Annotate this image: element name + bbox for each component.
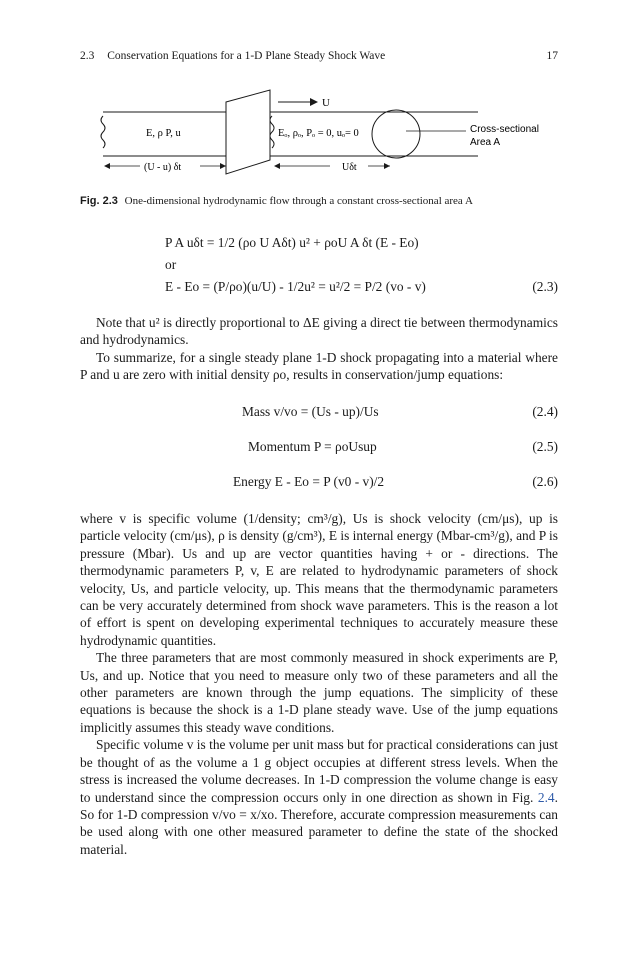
paragraph-block-1: [80, 314, 558, 384]
left-dim-arrow-2: [220, 163, 226, 169]
area-label-line-2: Area A: [470, 137, 501, 148]
equation-or: or: [165, 257, 177, 272]
paragraph-parameters: The three parameters that are most commonly measured in shock experiments are P, Us, and up. Notice that you need to measure only two of these parameters and all the other parameters are known through the jump equations. The simplicity of these equations is because the shock is a 1-D plane steady wave. Use of the jump equations implicitly assumes this steady wave conditions.: [80, 650, 558, 735]
page-number: 17: [546, 50, 558, 62]
equation-momentum: Momentum P = ρoUsup: [248, 439, 377, 454]
behind-shock-state: E, ρ P, u: [146, 128, 181, 139]
figure-caption: [80, 195, 558, 207]
u-arrow-label: U: [322, 97, 330, 109]
cross-section-circle: [372, 110, 420, 158]
figure-2-4-link[interactable]: 2.4: [537, 789, 555, 805]
paragraph-summary: To summarize, for a single steady plane 1-D shock propagating into a material where P and u are zero with initial density ρo, results in conservation/jump equations:: [80, 349, 558, 383]
section-number: 2.3: [80, 50, 95, 62]
equation-number-2-5: (2.5): [532, 439, 558, 454]
ahead-shock-state: Eₒ, ρₒ, Pₒ = 0, uₒ= 0: [278, 128, 359, 139]
shock-front: [226, 90, 270, 174]
equation-number-2-6: (2.6): [532, 474, 558, 489]
left-length-label: (U - u) δt: [144, 162, 182, 173]
equation-energy-jump: E - Eo = (P/ρo)(u/U) - 1/2u² = u²/2 = P/2 (vo - v): [165, 279, 426, 294]
shock-wavy-mark-2: [270, 116, 274, 148]
area-label-line-1: Cross-sectional: [470, 124, 539, 135]
right-dim-arrow: [274, 163, 280, 169]
equation-number-2-4: (2.4): [532, 404, 558, 419]
specific-volume-text-1: Specific volume v is the volume per unit mass but for practical considerations can just be thought of as the volume a 1 g object occupies at different stress levels. When the stress is increased the volume decreases. In 1-D compression the volume change is easy to understand since the compression occurs only in one direction as shown in Fig.: [80, 737, 558, 805]
paragraph-block-2: [80, 510, 558, 858]
caption-label: Fig. 2.3: [80, 195, 118, 207]
specific-volume-text-2: . So for 1-D compression v/vo = x/xo. Therefore, accurate compression measurements can be used along with one other measured parameter to define the state of the shocked material.: [80, 789, 558, 857]
figure-2-3-diagram: [80, 88, 558, 183]
left-dim-arrow: [104, 163, 110, 169]
u-arrow-head: [310, 98, 318, 106]
left-wavy-end: [101, 116, 105, 148]
paragraph-definitions: where v is specific volume (1/density; cm³/g), Us is shock velocity (cm/μs), up is particle velocity (cm/μs), ρ is density (g/cm³), E is internal energy (Mbar-cm³/g), and P is pressure (Mbar). Us and up are vector quantities having + or - directions. The thermodynamic parameters P, v, E are related to hydrodynamic parameters of shock velocity, Us, and particle velocity, up. This means that the thermodynamic parameters can be very accurately determined from shock wave parameters. This is the reason a lot of effort is spent on developing experimental techniques to accurately measure these hydrodynamic quantities.: [80, 511, 558, 648]
section-title: Conservation Equations for a 1-D Plane Steady Shock Wave: [107, 50, 386, 62]
equation-mass: Mass v/vo = (Us - up)/Us: [242, 404, 379, 419]
paragraph-specific-volume: [80, 736, 558, 858]
equation-energy: Energy E - Eo = P (v0 - v)/2: [233, 474, 385, 489]
caption-text: One-dimensional hydrodynamic flow through a constant cross-sectional area A: [124, 195, 473, 207]
right-dim-arrow-2: [384, 163, 390, 169]
equation-number-2-3: (2.3): [532, 279, 558, 294]
equation-energy-balance: P A uδt = 1/2 (ρo U Aδt) u² + ρoU A δt (E - Eo): [165, 235, 419, 250]
paragraph-note: Note that u² is directly proportional to ΔE giving a direct tie between thermodynamics and hydrodynamics.: [80, 315, 558, 348]
running-header: [80, 50, 558, 62]
right-length-label: Uδt: [342, 162, 357, 173]
